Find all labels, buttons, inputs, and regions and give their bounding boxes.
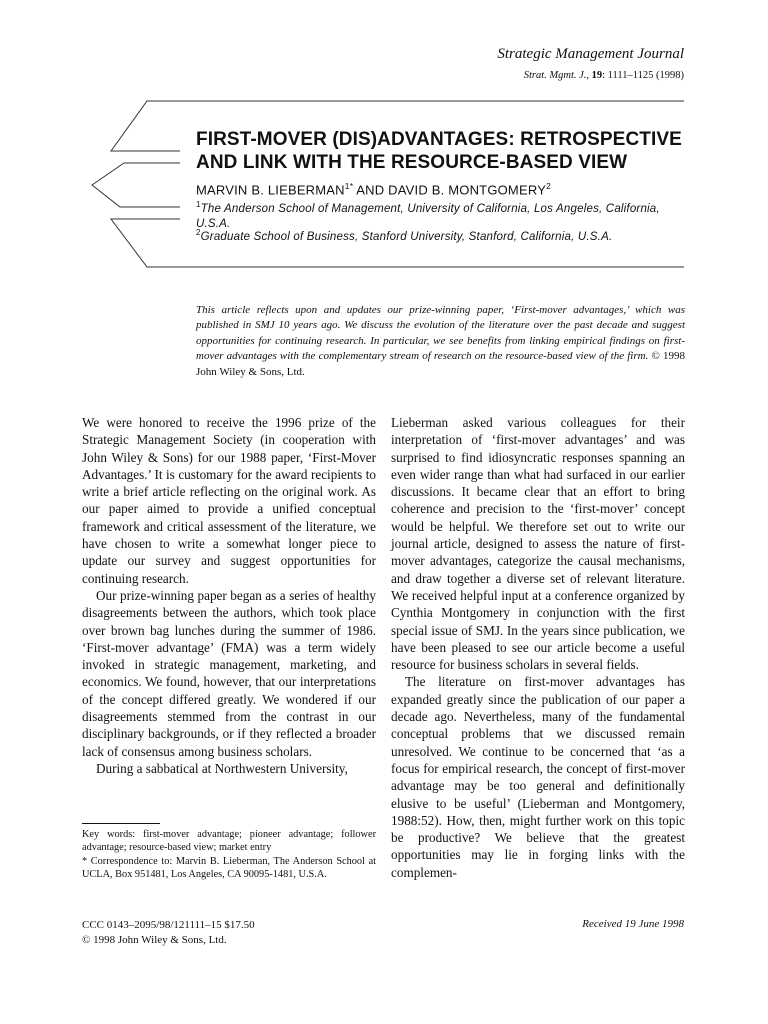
copyright-line: © 1998 John Wiley & Sons, Ltd. (82, 934, 227, 946)
author-join: AND (353, 182, 389, 198)
keywords: Key words: first-mover advantage; pioneer advantage; follower advantage; resource-based view; market entry (82, 829, 376, 854)
received-date: Received 19 June 1998 (582, 918, 684, 930)
author-2-mark: 2 (546, 181, 551, 191)
abstract (196, 303, 685, 380)
affiliation-2 (196, 225, 691, 245)
author-1: MARVIN B. LIEBERMAN (196, 182, 345, 198)
correspondence-note: * Correspondence to: Marvin B. Lieberman, The Anderson School at UCLA, Box 951481, Los Angeles, CA 90095-1481, U.S.A. (82, 855, 376, 881)
affiliation-2-text: Graduate School of Business, Stanford University, Stanford, California, U.S.A. (200, 230, 613, 243)
author-list (196, 181, 551, 197)
paragraph: During a sabbatical at Northwestern University, (96, 760, 348, 776)
affiliation-1-mark: 1 (196, 200, 201, 209)
footnotes (82, 828, 376, 882)
citation-pages: : 1111–1125 (1998) (602, 70, 684, 81)
journal-name: Strategic Management Journal (497, 46, 684, 62)
title-line-1: FIRST-MOVER (DIS)ADVANTAGES: RETROSPECTIVE (196, 129, 682, 150)
author-2: DAVID B. MONTGOMERY (388, 182, 547, 198)
body-column-right (391, 414, 685, 881)
frame-bracket-2 (92, 163, 180, 207)
ccc-code: CCC 0143–2095/98/121111–15 $17.50 (82, 919, 255, 931)
affiliation-1-text: The Anderson School of Management, University of California, Los Angeles, California, U.S.A. (196, 202, 660, 230)
abstract-copyright: © 1998 John Wiley & Sons, Ltd. (196, 350, 686, 378)
article-title (196, 128, 696, 174)
paragraph: Lieberman asked various colleagues for their interpretation of ‘first-mover advantages’ and was surprised to find idiosyncratic responses spanning an even wider range than what had surfaced in our earlier discussions. It became clear that an effort to bring coherence and precision to the ‘first-mover’ concept would be helpful. We therefore set out to write our journal article, designed to assess the nature of first-mover advantages, categorize the causal mechanisms, and draw together a diverse set of relevant literature. We received helpful input at a conference organized by Cynthia Montgomery in conjunction with the first special issue of SMJ. In the years since publication, we have been pleased to see our article become a useful resource for business scholars in several fields. (391, 415, 685, 673)
footnote-rule (82, 823, 160, 824)
citation-abbrev: Strat. Mgmt. J., (523, 70, 590, 81)
citation-volume: 19 (591, 70, 603, 81)
paragraph: The literature on first-mover advantages has expanded greatly since the publication of our paper a decade ago. Nevertheless, many of the fundamental conceptual problems that we discussed remain unresolved. We continue to be concerned that ‘as a focus for empirical research, the concept of first-mover advantage may be too general and definitionally elusive to be useful’ (Lieberman and Montgomery, 1988:52). How, then, might further work on this topic be productive? We believe that the greatest opportunities may lie in forging links with the complemen- (391, 674, 685, 880)
title-line-2: AND LINK WITH THE RESOURCE-BASED VIEW (196, 152, 628, 173)
body-column-left (82, 414, 376, 777)
paragraph: We were honored to receive the 1996 prize of the Strategic Management Society (in cooperation with John Wiley & Sons) for our 1988 paper, ‘First-Mover Advantages.’ It is customary for the award recipients to write a brief article reflecting on the original work. As our paper aimed to provide a unified conceptual framework and critical assessment of the literature, we have chosen to write a somewhat longer piece to update our survey and suggest opportunities for continuing research. (82, 415, 376, 586)
affiliation-2-mark: 2 (196, 228, 201, 237)
author-1-marks: 1* (344, 181, 354, 191)
frame-bracket-1 (111, 101, 180, 151)
paragraph: Our prize-winning paper began as a series of healthy disagreements between the authors, which took place over brown bag lunches during the summer of 1986. ‘First-mover advantage’ (FMA) was a term widely invoked in strategic management, marketing, and economics. We found, however, that our interpretations of the concept differed greatly. We wondered if our disagreements stemmed from the contrast in our disciplinary backgrounds, or if they reflected a broader lack of consensus among business scholars. (82, 587, 376, 759)
abstract-text: This article reflects upon and updates our prize-winning paper, ‘First-mover advantages,’ which was published in SMJ 10 years ago. We discuss the evolution of the literature over the past decade and suggest opportunities for continuing research. In particular, we see benefits from linking empirical findings on first-mover advantages with the complementary stream of research on the resource-based view of the firm. (196, 304, 685, 363)
footer-copyright (82, 918, 255, 948)
